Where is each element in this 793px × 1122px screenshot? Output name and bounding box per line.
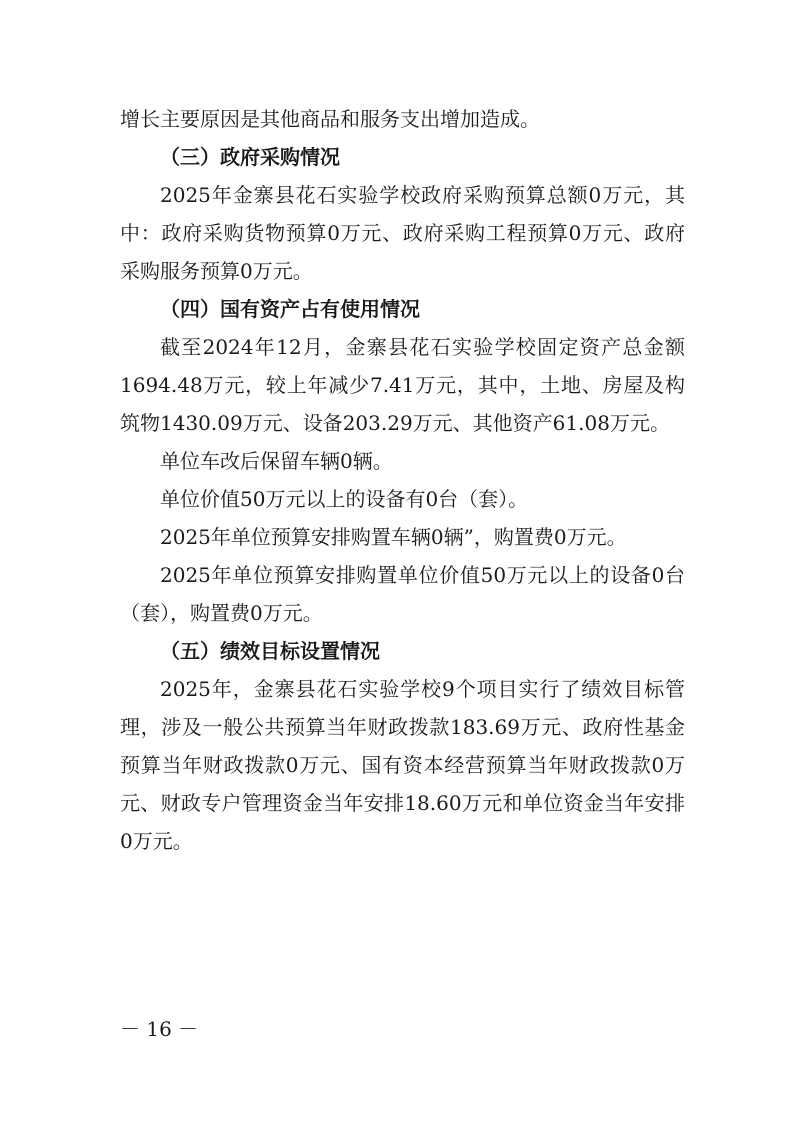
paragraph-procurement: 2025年金寨县花石实验学校政府采购预算总额0万元，其中：政府采购货物预算0万元、政府采购工程预算0万元、政府采购服务预算0万元。 xyxy=(120,183,685,283)
paragraph-equipment-count: 单位价值50万元以上的设备有0台（套）。 xyxy=(160,487,529,511)
page-number: － 16 － xyxy=(120,1017,199,1041)
paragraph-vehicles-retained: 单位车改后保留车辆0辆。 xyxy=(160,449,393,473)
section-heading-performance: （五）绩效目标设置情况 xyxy=(160,639,380,663)
paragraph-equipment-purchase: 2025年单位预算安排购置单位价值50万元以上的设备0台（套），购置费0万元。 xyxy=(120,563,685,625)
section-heading-assets: （四）国有资产占有使用情况 xyxy=(160,297,420,321)
paragraph-performance: 2025年，金寨县花石实验学校9个项目实行了绩效目标管理，涉及一般公共预算当年财政拨款183.69万元、政府性基金预算当年财政拨款0万元、国有资本经营预算当年财政拨款0万元、财政专户管理资金当年安排18.60万元和单位资金当年安排0万元。 xyxy=(120,677,685,853)
paragraph-growth-reason: 增长主要原因是其他商品和服务支出增加造成。 xyxy=(120,107,540,131)
paragraph-fixed-assets: 截至2024年12月，金寨县花石实验学校固定资产总金额1694.48万元，较上年减少7.41万元，其中，土地、房屋及构筑物1430.09万元、设备203.29万元、其他资产61.08万元。 xyxy=(120,335,685,435)
paragraph-vehicle-purchase: 2025年单位预算安排购置车辆0辆”，购置费0万元。 xyxy=(160,525,627,549)
section-heading-procurement: （三）政府采购情况 xyxy=(160,145,340,169)
